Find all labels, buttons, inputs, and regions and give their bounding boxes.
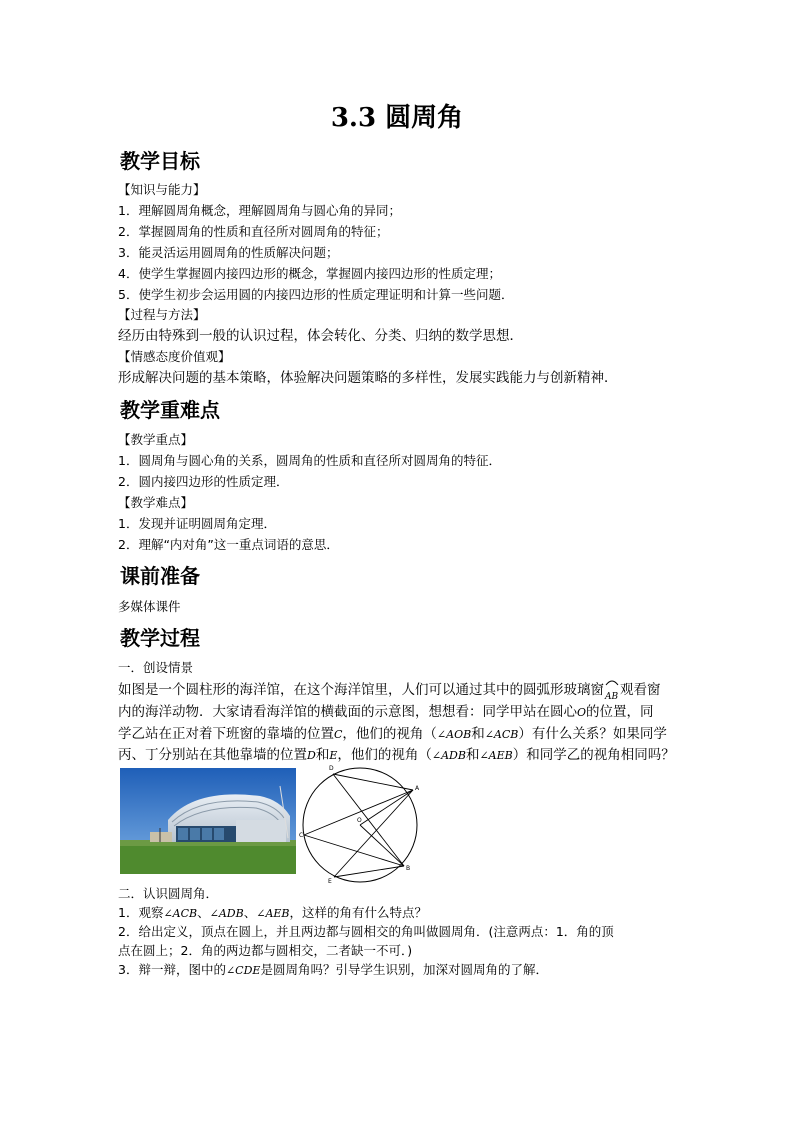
intro-line-1: 如图是一个圆柱形的海洋馆，在这个海洋馆里，人们可以通过其中的圆弧形玻璃窗 AB 观看窗 <box>118 682 661 702</box>
knowledge-item-2: 2．掌握圆周角的性质和直径所对圆周角的特征； <box>118 224 389 239</box>
key-item-1: 1．圆周角与圆心角的关系，圆周角的性质和直径所对圆周角的特征． <box>118 453 501 468</box>
label-o: O <box>357 817 362 824</box>
knowledge-item-3: 3．能灵活运用圆周角的性质解决问题； <box>118 245 339 260</box>
prep-text: 多媒体课件 <box>118 599 181 614</box>
step2-item-2-cont: 点在圆上；2．角的两边都与圆相交，二者缺一不可．) <box>118 943 413 958</box>
intro-line-4: 丙、丁分别站在其他靠墙的位置D和E，他们的视角（∠ADB和∠AEB）和同学乙的视角相同吗？ <box>118 747 675 763</box>
knowledge-label: 【知识与能力】 <box>118 182 206 197</box>
label-d: D <box>329 765 334 772</box>
step2-title: 二．认识圆周角． <box>118 886 219 901</box>
step2-item-2: 2．给出定义，顶点在圆上，并且两边都与圆相交的角叫做圆周角．(注意两点：1．角的顶 <box>118 924 614 939</box>
label-e: E <box>328 878 332 885</box>
intro-line-3: 学乙站在正对着下班窗的靠墙的位置C，他们的视角（∠AOB和∠ACB）有什么关系？如果同学 <box>118 726 667 742</box>
process-label: 【过程与方法】 <box>118 307 206 322</box>
circle-diagram <box>300 760 425 885</box>
knowledge-item-1: 1．理解圆周角概念，理解圆周角与圆心角的异同； <box>118 203 401 218</box>
process-text: 经历由特殊到一般的认识过程，体会转化、分类、归纳的数学思想． <box>118 328 523 344</box>
heading-process: 教学过程 <box>120 626 200 650</box>
difficult-item-2: 2．理解“内对角”这一重点词语的意思． <box>118 537 339 552</box>
difficult-item-1: 1．发现并证明圆周角定理． <box>118 516 276 531</box>
step2-item-3: 3．辩一辩，图中的∠CDE是圆周角吗？引导学生识别，加深对圆周角的了解． <box>118 962 548 977</box>
knowledge-item-4: 4．使学生掌握圆内接四边形的概念，掌握圆内接四边形的性质定理； <box>118 266 501 281</box>
heading-prep: 课前准备 <box>120 564 200 588</box>
attitude-label: 【情感态度价值观】 <box>118 349 231 364</box>
difficult-label: 【教学难点】 <box>118 495 194 510</box>
label-c: C <box>299 832 304 839</box>
key-label: 【教学重点】 <box>118 432 194 447</box>
aquarium-photo <box>120 768 296 874</box>
page-title: 3.3 圆周角 <box>330 103 464 133</box>
intro-line-2: 内的海洋动物．大家请看海洋馆的横截面的示意图，想想看：同学甲站在圆心O的位置，同 <box>118 704 654 720</box>
key-item-2: 2．圆内接四边形的性质定理． <box>118 474 289 489</box>
label-b: B <box>406 865 411 872</box>
heading-keypoints: 教学重难点 <box>120 398 220 422</box>
heading-goals: 教学目标 <box>120 149 200 173</box>
step2-item-1: 1．观察∠ACB、∠ADB、∠AEB，这样的角有什么特点？ <box>118 905 428 920</box>
arc-ab-label: AB <box>604 683 620 697</box>
step1-title: 一．创设情景 <box>118 660 194 675</box>
knowledge-item-5: 5．使学生初步会运用圆的内接四边形的性质定理证明和计算一些问题． <box>118 287 514 302</box>
attitude-text: 形成解决问题的基本策略，体验解决问题策略的多样性，发展实践能力与创新精神． <box>118 370 618 386</box>
label-a: A <box>415 785 420 792</box>
